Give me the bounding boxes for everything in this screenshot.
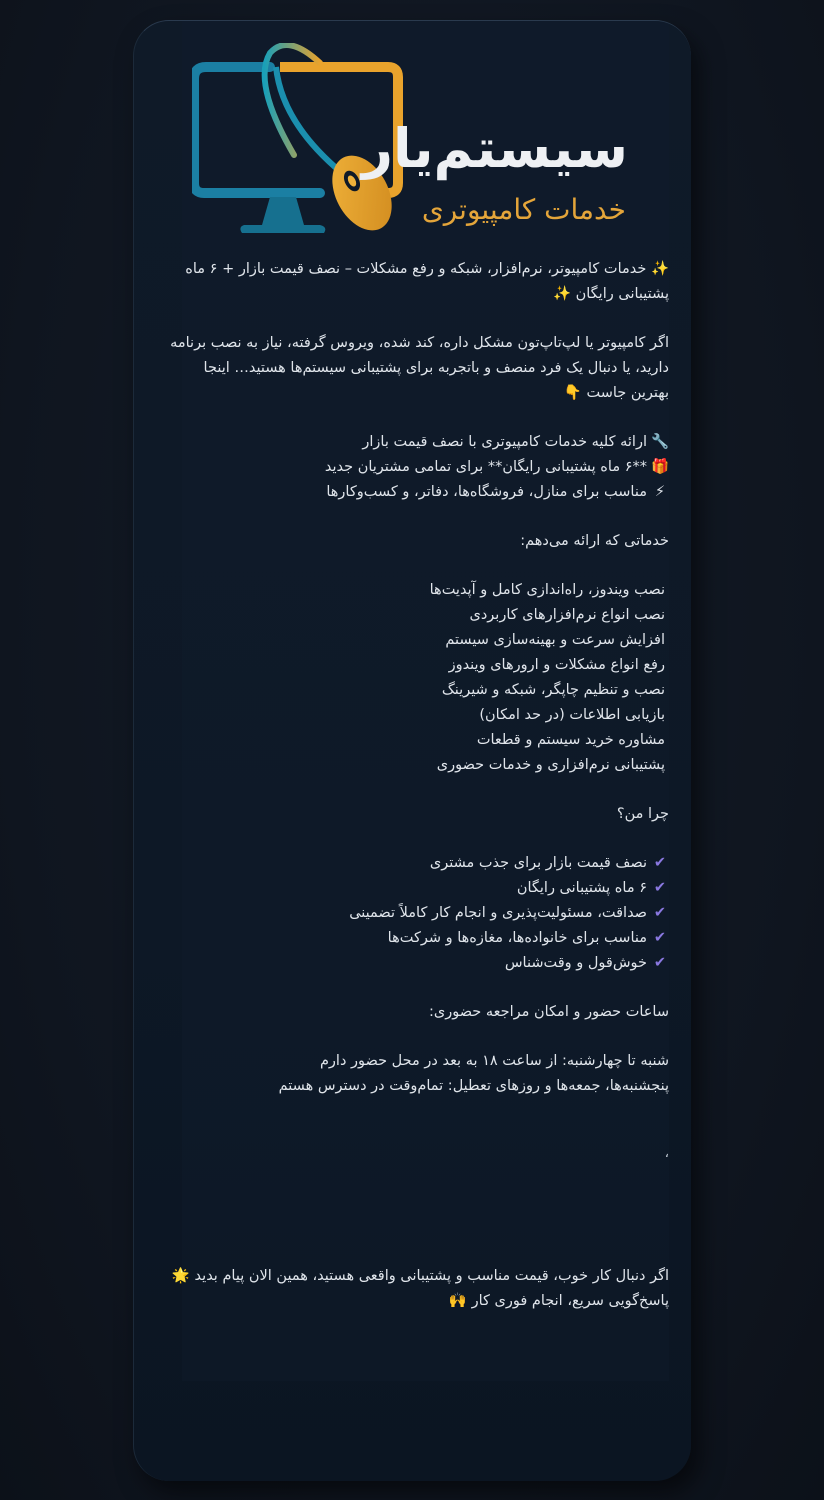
why-heading: چرا من؟: [616, 806, 669, 822]
brand-subtitle: خدمات کامپیوتری: [421, 193, 626, 226]
brand-title: سیستم‌یار: [361, 117, 628, 180]
why-item: ✔خوش‌قول و وقت‌شناس: [169, 951, 669, 976]
hours-item: پنجشنبه‌ها، جمعه‌ها و روزهای تعطیل: تمام‌وقت در دسترس هستم: [278, 1078, 669, 1094]
check-icon: ✔: [653, 855, 667, 871]
raised-hands-icon: 🙌: [448, 1293, 467, 1309]
highlight-item: ⚡مناسب برای منازل، فروشگاه‌ها، دفاتر، و کسب‌وکارها: [169, 480, 669, 505]
check-icon: ✔: [653, 955, 667, 971]
lightning-icon: ⚡: [654, 484, 666, 500]
ad-post-card: [133, 20, 691, 1481]
stray-mark: ،: [664, 1146, 669, 1161]
why-item: ✔۶ ماه پشتیبانی رایگان: [169, 876, 669, 901]
check-icon: ✔: [653, 930, 667, 946]
pointing-down-icon: 👇: [563, 385, 582, 401]
closing-text: اگر دنبال کار خوب، قیمت مناسب و پشتیبانی واقعی هستید، همین الان پیام بدید: [194, 1268, 669, 1284]
hours-list: [169, 1049, 669, 1099]
wrench-icon: 🔧: [650, 434, 669, 450]
why-list: [169, 851, 669, 976]
hours-item: شنبه تا چهارشنبه: از ساعت ۱۸ به بعد در محل حضور دارم: [319, 1053, 669, 1069]
service-item: بازیابی اطلاعات (در حد امکان): [479, 707, 665, 723]
service-item: نصب ویندوز، راه‌اندازی کامل و آپدیت‌ها: [429, 582, 665, 598]
pitch-paragraph: [169, 331, 669, 406]
highlights-list: [169, 430, 669, 505]
service-item: افزایش سرعت و بهینه‌سازی سیستم: [445, 632, 665, 648]
check-icon: ✔: [653, 880, 667, 896]
service-item: پشتیبانی نرم‌افزاری و خدمات حضوری: [436, 757, 665, 773]
sparkles-icon: ✨: [552, 286, 571, 302]
post-body: [169, 257, 669, 1314]
service-item: مشاوره خرید سیستم و قطعات: [476, 732, 665, 748]
why-item: ✔مناسب برای خانواده‌ها، مغازه‌ها و شرکت‌ها: [169, 926, 669, 951]
gift-icon: 🎁: [650, 459, 669, 475]
closing-paragraph: [169, 1264, 669, 1314]
closing-line2: پاسخ‌گویی سریع، انجام فوری کار 🙌: [448, 1293, 669, 1309]
service-item: نصب و تنظیم چاپگر، شبکه و شیرینگ: [441, 682, 665, 698]
pitch-text: اگر کامپیوتر یا لپ‌تاپ‌تون مشکل داره، کند شده، ویروس گرفته، نیاز به نصب برنامه دارید، یا دنبال یک فرد منصف و باتجربه برای پشتیبانی سیستم‌ها هستید… اینجا بهترین جاست: [170, 335, 669, 401]
why-item: ✔نصف قیمت بازار برای جذب مشتری: [169, 851, 669, 876]
brand-logo: [192, 43, 662, 258]
glowing-star-icon: 🌟: [171, 1268, 190, 1284]
why-item: ✔صداقت، مسئولیت‌پذیری و انجام کار کاملاً تضمینی: [169, 901, 669, 926]
sparkles-icon: ✨: [650, 261, 669, 277]
check-icon: ✔: [653, 905, 667, 921]
intro-text: خدمات کامپیوتر، نرم‌افزار، شبکه و رفع مشکلات – نصف قیمت بازار + ۶ ماه پشتیبانی رایگان: [185, 261, 669, 302]
highlight-item: 🎁**۶ ماه پشتیبانی رایگان** برای تمامی مشتریان جدید: [169, 455, 669, 480]
services-list: [169, 578, 669, 778]
hours-heading: ساعات حضور و امکان مراجعه حضوری:: [428, 1004, 669, 1020]
highlight-item: 🔧ارائه کلیه خدمات کامپیوتری با نصف قیمت بازار: [169, 430, 669, 455]
service-item: رفع انواع مشکلات و ارورهای ویندوز: [448, 657, 665, 673]
services-heading: خدماتی که ارائه می‌دهم:: [520, 533, 669, 549]
intro-paragraph: [169, 257, 669, 307]
service-item: نصب انواع نرم‌افزارهای کاربردی: [469, 607, 665, 623]
